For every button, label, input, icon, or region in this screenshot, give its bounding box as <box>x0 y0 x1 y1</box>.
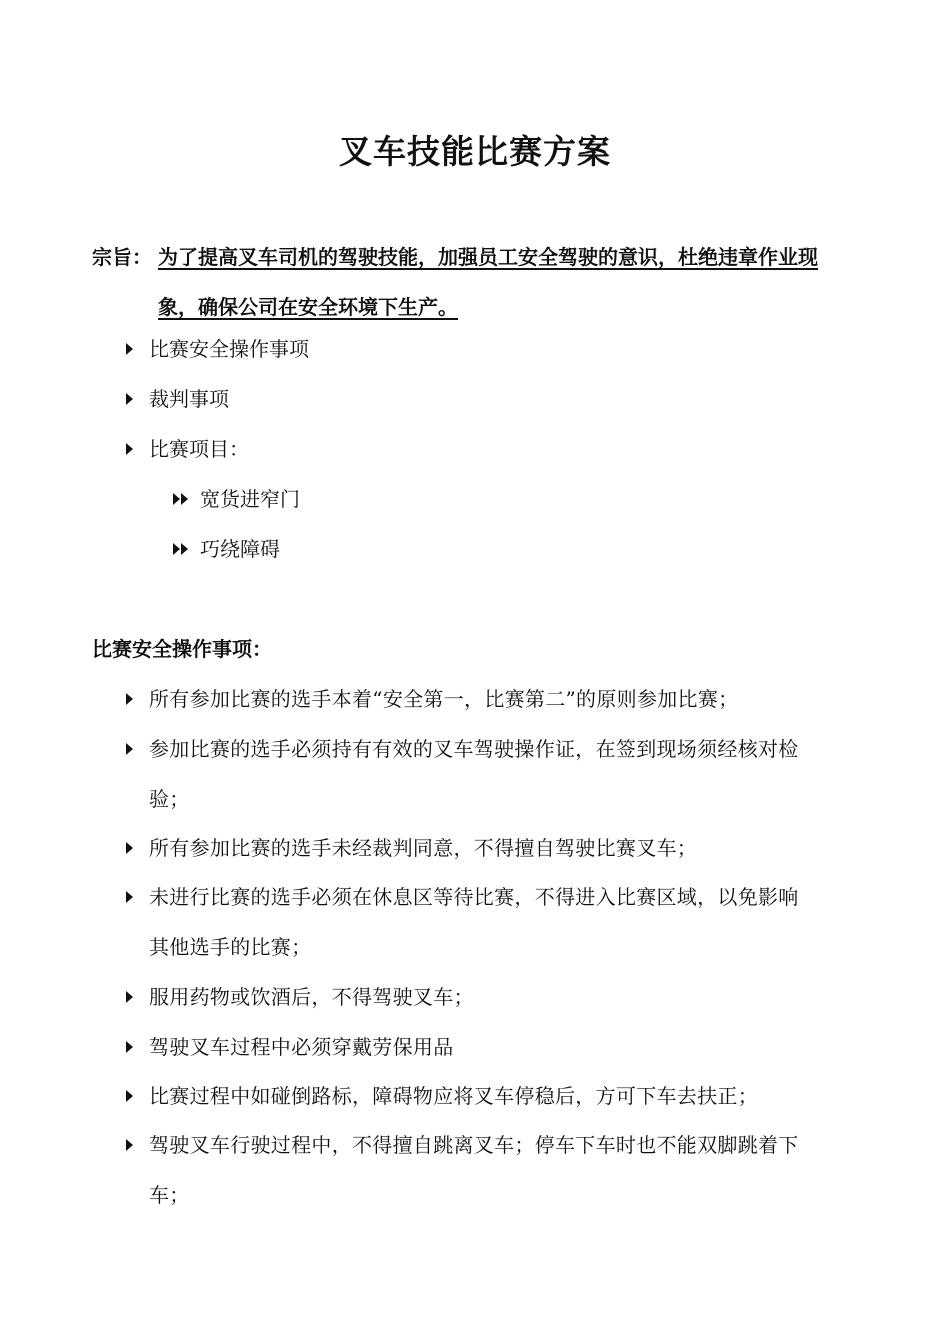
triangle-bullet-icon <box>126 393 133 405</box>
rule-item: 服用药物或饮酒后，不得驾驶叉车； <box>149 985 474 1009</box>
section-heading: 比赛安全操作事项： <box>92 637 272 661</box>
rule-item: 比赛过程中如碰倒路标，障碍物应将叉车停稳后，方可下车去扶正； <box>149 1084 758 1108</box>
document-title: 叉车技能比赛方案 <box>339 132 611 171</box>
triangle-bullet-icon <box>126 1139 133 1151</box>
outline-item: 比赛安全操作事项 <box>149 337 309 361</box>
rule-item: 未进行比赛的选手必须在休息区等待比赛，不得进入比赛区域，以免影响其他选手的比赛； <box>149 885 799 959</box>
sub-item: 巧绕障碍 <box>200 537 280 561</box>
triangle-bullet-icon <box>126 1090 133 1102</box>
outline-item: 裁判事项 <box>149 387 229 411</box>
purpose-text: 为了提高叉车司机的驾驶技能，加强员工安全驾驶的意识，杜绝违章作业现象，确保公司在安全环境下生产。 <box>158 245 818 319</box>
sub-item: 宽货进窄门 <box>200 487 300 511</box>
purpose-label: 宗旨： <box>92 245 152 269</box>
rule-item: 驾驶叉车行驶过程中，不得擅自跳离叉车；停车下车时也不能双脚跳着下车； <box>149 1133 799 1207</box>
triangle-bullet-icon <box>126 842 133 854</box>
triangle-bullet-icon <box>126 343 133 355</box>
triangle-bullet-icon <box>126 443 133 455</box>
double-triangle-bullet-icon <box>173 493 189 505</box>
rule-item: 所有参加比赛的选手未经裁判同意，不得擅自驾驶比赛叉车； <box>149 836 698 860</box>
triangle-bullet-icon <box>126 891 133 903</box>
rule-item: 驾驶叉车过程中必须穿戴劳保用品 <box>149 1035 454 1059</box>
outline-item: 比赛项目： <box>149 437 249 461</box>
triangle-bullet-icon <box>126 743 133 755</box>
double-triangle-bullet-icon <box>173 543 189 555</box>
triangle-bullet-icon <box>126 693 133 705</box>
rule-item: 参加比赛的选手必须持有有效的叉车驾驶操作证，在签到现场须经核对检验； <box>149 737 799 811</box>
rule-item: 所有参加比赛的选手本着“安全第一，比赛第二”的原则参加比赛； <box>149 687 739 711</box>
triangle-bullet-icon <box>126 1041 133 1053</box>
purpose-statement <box>92 232 822 332</box>
triangle-bullet-icon <box>126 991 133 1003</box>
